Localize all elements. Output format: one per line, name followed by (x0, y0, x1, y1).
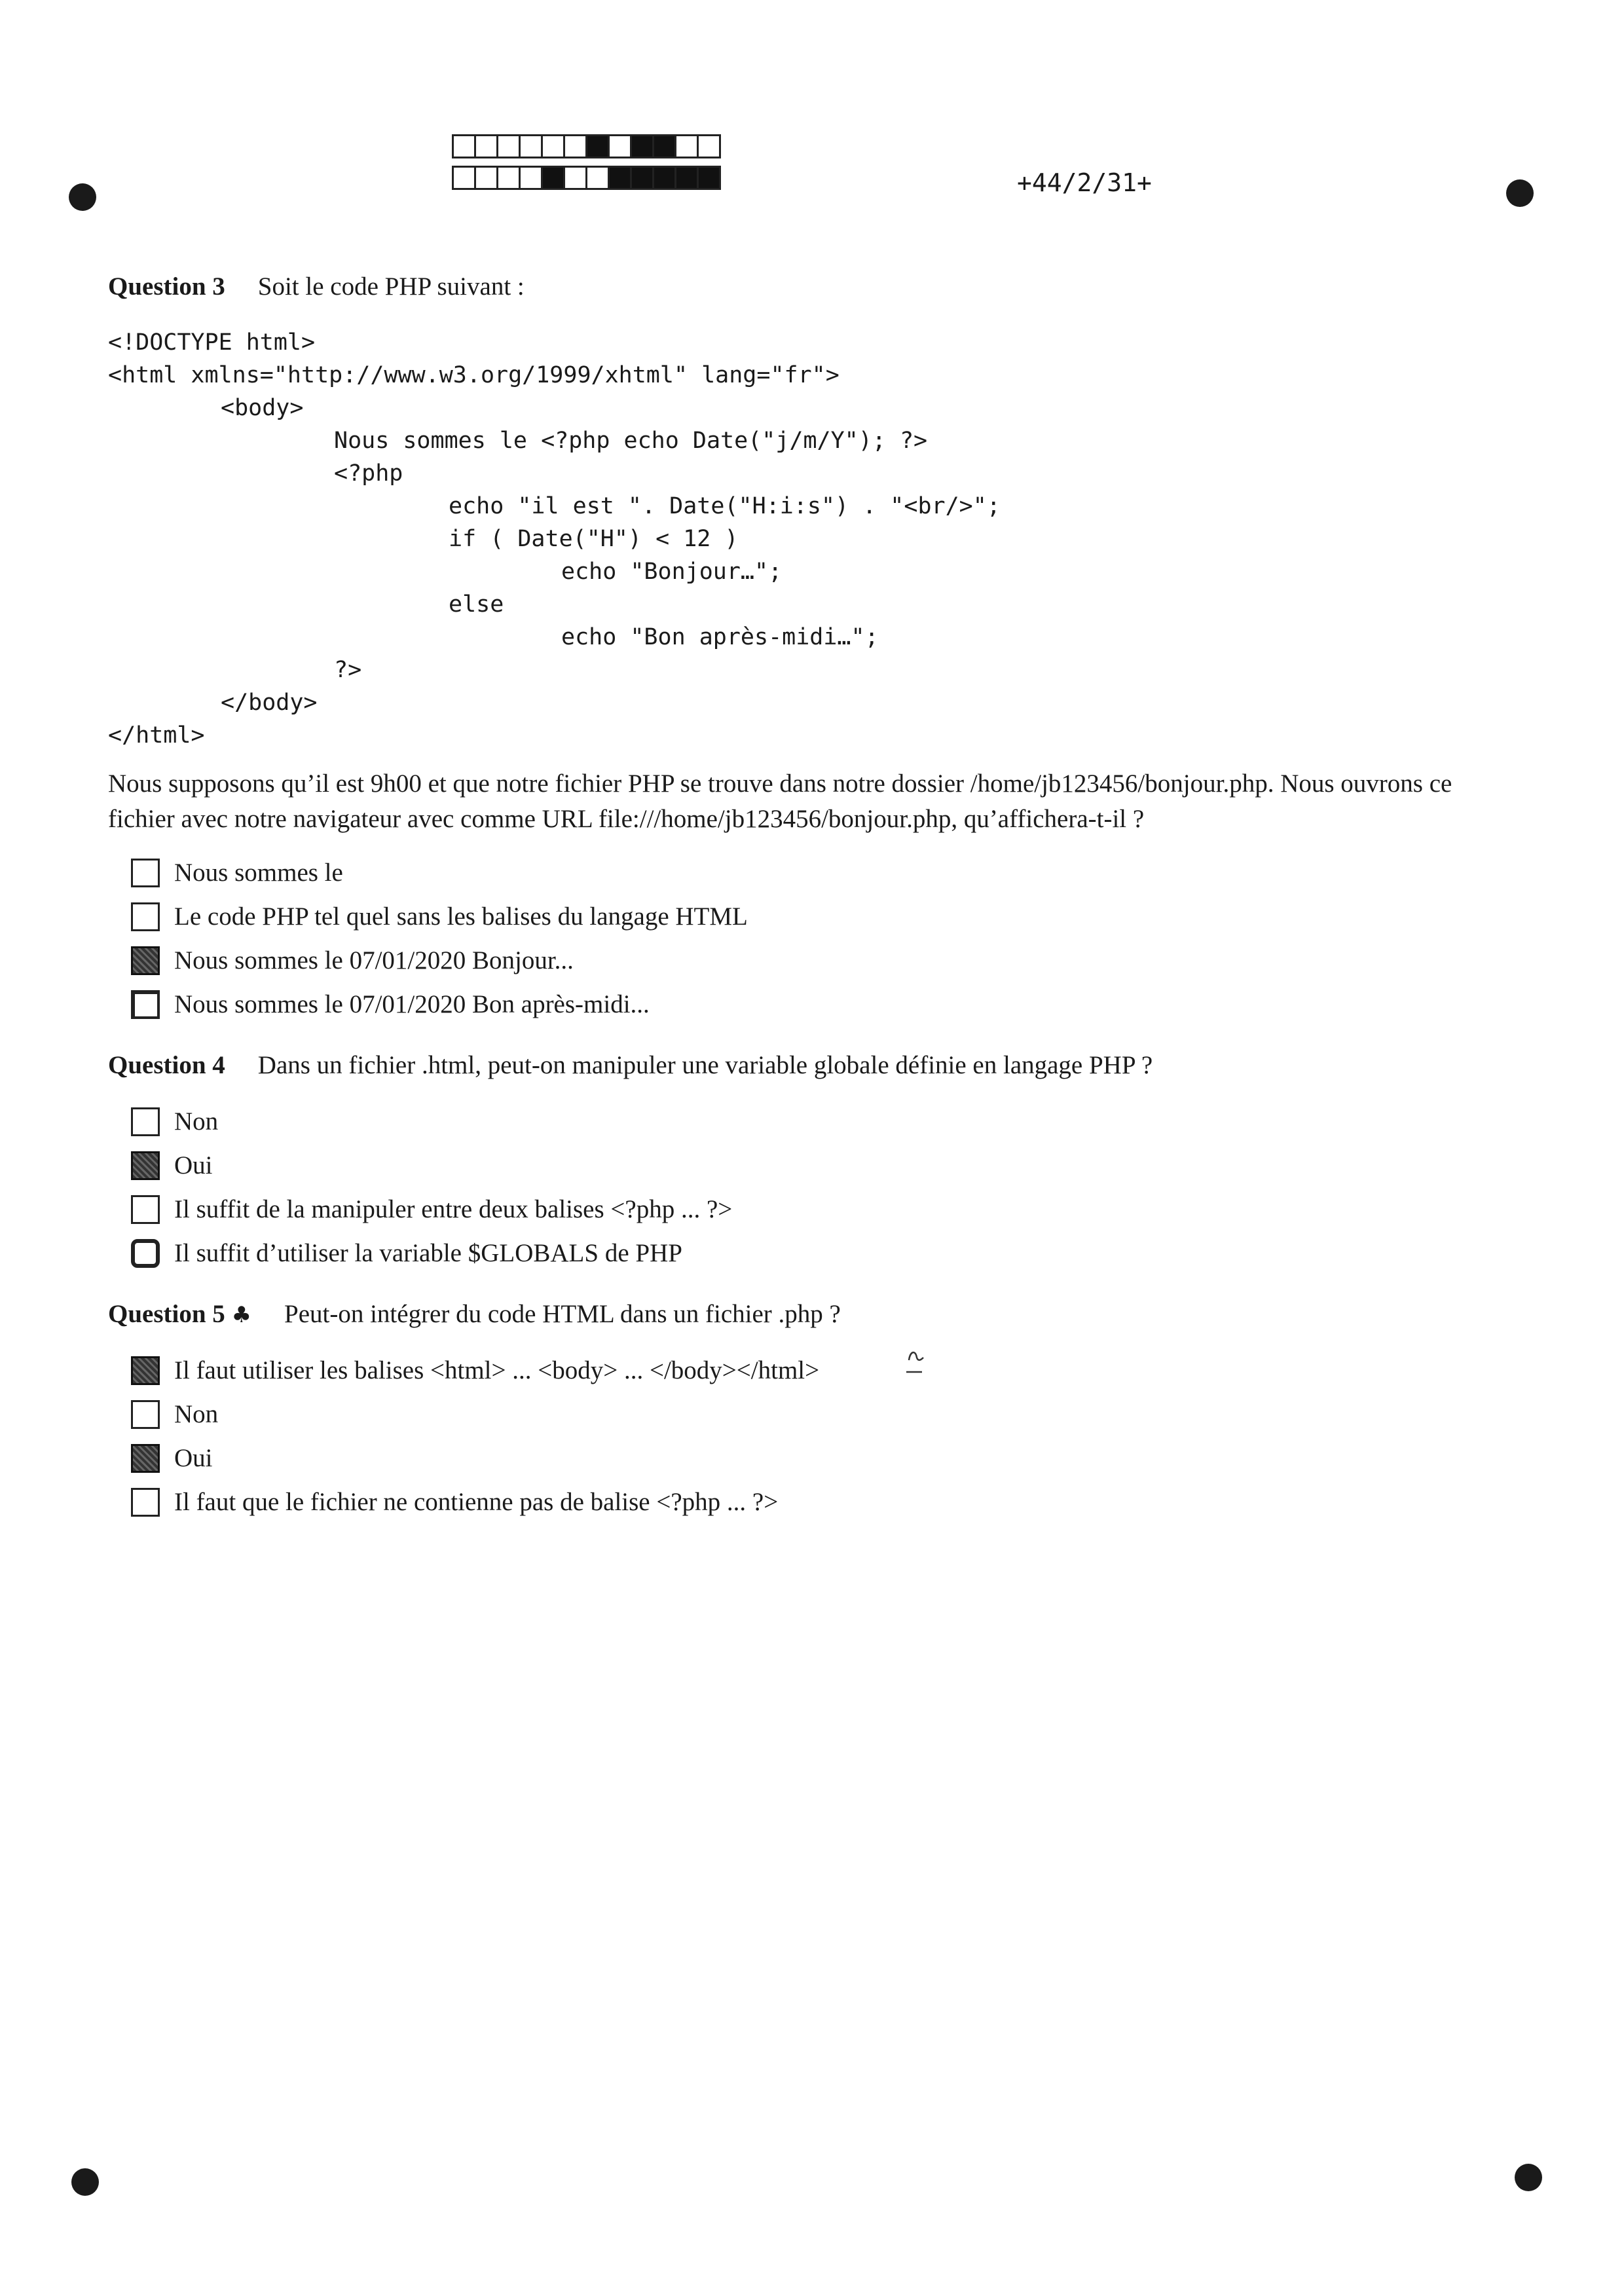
code-line: <html xmlns="http://www.w3.org/1999/xhtml" lang="fr"> (108, 362, 840, 388)
answer-q5-c[interactable] (131, 1443, 213, 1473)
question-4-text: Dans un fichier .html, peut-on manipuler une variable globale définie en langage PHP ? (257, 1051, 1153, 1079)
answer-label: Il suffit de la manipuler entre deux balises <?php ... ?> (174, 1195, 733, 1223)
checkbox[interactable] (131, 990, 160, 1019)
question-5-text: Peut-on intégrer du code HTML dans un fichier .php ? (284, 1300, 841, 1328)
code-line: <?php (334, 460, 403, 487)
answer-label: Oui (174, 1444, 213, 1472)
barcode-cell (519, 166, 543, 190)
barcode-cell (496, 166, 521, 190)
answer-q5-a[interactable] (131, 1356, 819, 1385)
code-line: if ( Date("H") < 12 ) (449, 526, 739, 552)
barcode-cell (585, 134, 610, 158)
code-line: ?> (334, 657, 362, 683)
registration-mark-top-left (69, 183, 96, 211)
checkbox[interactable] (131, 1488, 160, 1517)
registration-mark-top-right (1506, 179, 1534, 207)
answer-q3-c[interactable] (131, 946, 574, 975)
answer-label: Il faut que le fichier ne contienne pas de balise <?php ... ?> (174, 1488, 779, 1516)
code-line: </html> (108, 722, 205, 749)
question-3-prose: Nous supposons qu’il est 9h00 et que notre fichier PHP se trouve dans notre dossier /home/jb123456/bonjour.php. Nous ouvrons ce fichier avec notre navigateur avec comme URL file:///home/jb123456/bonjour.php, qu’affichera-t-il ? (108, 769, 1452, 833)
answer-label: Oui (174, 1151, 213, 1179)
answer-q4-b[interactable] (131, 1151, 213, 1180)
answer-label: Nous sommes le 07/01/2020 Bonjour... (174, 946, 574, 974)
barcode-cell (697, 166, 721, 190)
question-4-label: Question 4 (108, 1051, 225, 1079)
answer-q3-d[interactable] (131, 990, 650, 1019)
checkbox[interactable] (131, 1195, 160, 1224)
barcode-cell (563, 134, 587, 158)
barcode-cell (474, 166, 498, 190)
barcode-cell (608, 134, 632, 158)
code-line: <body> (221, 395, 304, 421)
handwritten-scribble (902, 1346, 929, 1379)
checkbox-checked[interactable] (131, 1356, 160, 1385)
barcode-cell (652, 166, 676, 190)
answer-q4-a[interactable] (131, 1107, 218, 1136)
answer-label: Nous sommes le 07/01/2020 Bon après-midi... (174, 990, 650, 1018)
barcode-cell (519, 134, 543, 158)
barcode-cell (674, 166, 699, 190)
code-line: echo "Bonjour…"; (561, 559, 783, 585)
barcode-cell (652, 134, 676, 158)
question-5-heading (108, 1299, 841, 1329)
checkbox[interactable] (131, 859, 160, 887)
answer-label: Nous sommes le (174, 859, 343, 887)
answer-q4-c[interactable] (131, 1194, 732, 1224)
answer-q5-d[interactable] (131, 1487, 778, 1517)
barcode-cell (697, 134, 721, 158)
barcode-row-1 (452, 134, 719, 158)
barcode-cell (608, 166, 632, 190)
answer-q3-a[interactable] (131, 858, 343, 887)
checkbox-checked[interactable] (131, 946, 160, 975)
code-line: echo "Bon après-midi…"; (561, 624, 879, 650)
question-3-heading (108, 272, 525, 301)
page-id: +44/2/31+ (1017, 168, 1152, 197)
barcode-cell (585, 166, 610, 190)
question-3-label: Question 3 (108, 272, 225, 301)
registration-mark-bottom-left (71, 2168, 99, 2196)
barcode-cell (474, 134, 498, 158)
answer-q3-b[interactable] (131, 902, 748, 931)
barcode-cell (541, 134, 565, 158)
checkbox[interactable] (131, 1107, 160, 1136)
checkbox-circled[interactable] (131, 1239, 160, 1268)
barcode-cell (452, 166, 476, 190)
answer-q4-d[interactable] (131, 1238, 682, 1268)
checkbox[interactable] (131, 1400, 160, 1429)
barcode-cell (630, 166, 654, 190)
answer-label: Non (174, 1400, 219, 1428)
barcode-cell (563, 166, 587, 190)
answer-label: Il faut utiliser les balises <html> ... <body> ... </body></html> (174, 1356, 820, 1384)
club-symbol: ♣ (231, 1302, 252, 1328)
answer-label: Le code PHP tel quel sans les balises du langage HTML (174, 902, 748, 931)
barcode-cell (674, 134, 699, 158)
code-line: </body> (221, 690, 318, 716)
checkbox-checked[interactable] (131, 1444, 160, 1473)
code-line: echo "il est ". Date("H:i:s") . "<br/>"; (449, 493, 1001, 519)
question-3-text: Soit le code PHP suivant : (257, 272, 525, 301)
registration-mark-bottom-right (1515, 2164, 1542, 2191)
checkbox-checked[interactable] (131, 1151, 160, 1180)
code-line: else (449, 591, 504, 618)
barcode-cell (452, 134, 476, 158)
answer-label: Il suffit d’utiliser la variable $GLOBALS de PHP (174, 1239, 682, 1267)
barcode-cell (496, 134, 521, 158)
answer-q5-b[interactable] (131, 1399, 218, 1429)
code-line: <!DOCTYPE html> (108, 329, 316, 356)
barcode-cell (541, 166, 565, 190)
question-5-label: Question 5 (108, 1300, 225, 1328)
question-4-heading (108, 1050, 1153, 1080)
code-line: Nous sommes le <?php echo Date("j/m/Y"); ?> (334, 428, 928, 454)
checkbox[interactable] (131, 902, 160, 931)
answer-label: Non (174, 1107, 219, 1136)
barcode-row-2 (452, 166, 719, 190)
barcode-cell (630, 134, 654, 158)
